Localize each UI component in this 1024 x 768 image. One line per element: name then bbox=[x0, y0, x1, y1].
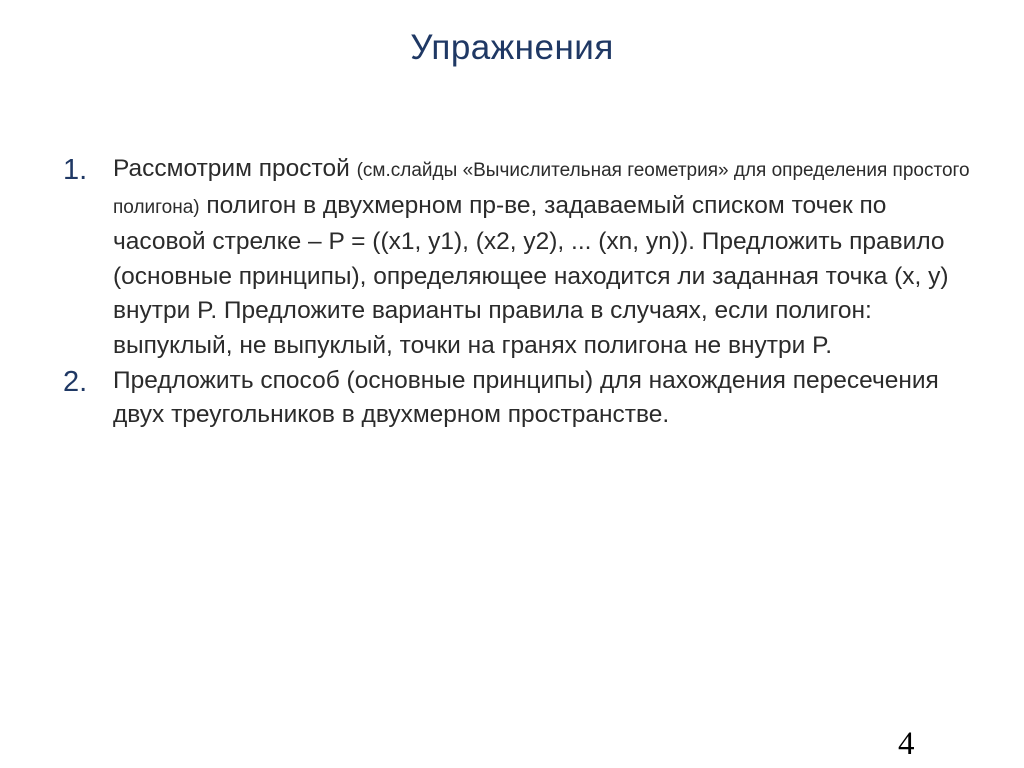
exercise-number: 2. bbox=[63, 365, 88, 398]
exercise-list bbox=[63, 152, 983, 433]
exercise-text-continued: полигон в двухмерном пр-ве, задаваемый списком точек по часовой стрелке – P = ((x1, y1), (x2, y2), ... (xn, yn)). Предложить правило (основные принципы), определяющее находится ли заданная точка (x, y) внутри P. Предложите варианты правила в случаях, если полигон: выпуклый, не выпуклый, точки на гранях полигона не внутри P. bbox=[113, 191, 949, 359]
exercise-text: Рассмотрим простой bbox=[113, 155, 357, 182]
page-number: 4 bbox=[898, 726, 915, 762]
exercise-note: (см.слайды «Вычислительная геометрия» для определения простого полигона) bbox=[113, 160, 970, 218]
exercise-item-2 bbox=[63, 364, 983, 433]
exercise-text: Предложить способ (основные принципы) для нахождения пересечения двух треугольников в двухмерном пространстве. bbox=[113, 366, 939, 429]
exercise-number: 1. bbox=[63, 154, 88, 186]
slide-title: Упражнения bbox=[410, 28, 614, 67]
exercise-item-1 bbox=[63, 152, 983, 364]
